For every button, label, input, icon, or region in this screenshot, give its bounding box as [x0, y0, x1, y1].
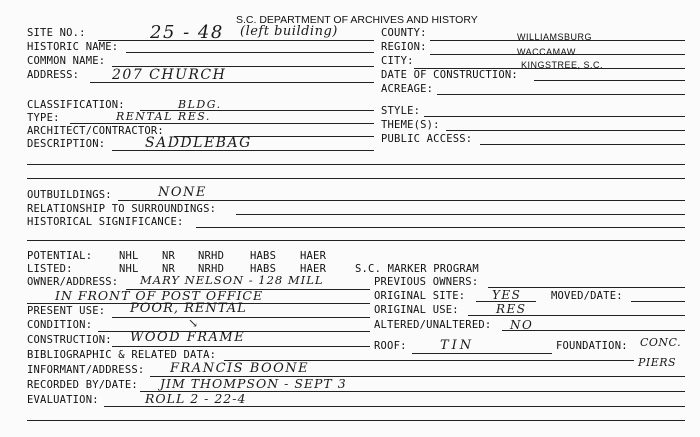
type-line — [70, 123, 374, 124]
listed-label: LISTED: — [27, 263, 73, 275]
potential-habs: HABS — [250, 250, 277, 262]
city-label: CITY: — [381, 55, 414, 67]
condition-label: CONDITION: — [27, 319, 93, 331]
original-site-value: YES — [492, 288, 522, 302]
roof-line — [412, 353, 552, 354]
site-no-label: SITE NO.: — [27, 27, 86, 39]
date-of-construction-line — [534, 80, 685, 81]
foundation-value-1: CONC. — [640, 336, 682, 349]
historical-significance-label: HISTORICAL SIGNIFICANCE: — [27, 216, 184, 228]
owner-address-label: OWNER/ADDRESS: — [27, 276, 119, 288]
evaluation-line-2 — [27, 420, 685, 421]
type-label: TYPE: — [27, 112, 60, 124]
present-use-label: PRESENT USE: — [27, 305, 106, 317]
owner-value-1: MARY NELSON - 128 MILL — [140, 273, 324, 287]
common-name-label: COMMON NAME: — [27, 55, 106, 67]
historical-significance-line-2 — [27, 240, 685, 241]
evaluation-label: EVALUATION: — [27, 394, 99, 406]
department-header: S.C. DEPARTMENT OF ARCHIVES AND HISTORY — [236, 14, 478, 26]
roof-label: ROOF: — [374, 340, 407, 352]
original-use-value: RES — [496, 302, 527, 316]
region-label: REGION: — [381, 41, 427, 53]
date-of-construction-label: DATE OF CONSTRUCTION: — [381, 69, 518, 81]
marker-program-label: S.C. MARKER PROGRAM — [355, 263, 479, 275]
foundation-label: FOUNDATION: — [556, 340, 628, 352]
listed-nr: NR — [162, 263, 176, 275]
construction-line — [112, 346, 370, 347]
style-label: STYLE: — [381, 105, 421, 117]
type-value: RENTAL RES. — [116, 110, 211, 123]
potential-nhl: NHL — [119, 250, 139, 262]
listed-habs: HABS — [250, 263, 277, 275]
present-use-value: POOR, RENTAL — [130, 301, 247, 316]
historic-name-label: HISTORIC NAME: — [27, 41, 119, 53]
region-value: WACCAMAW — [517, 47, 576, 57]
relationship-label: RELATIONSHIP TO SURROUNDINGS: — [27, 203, 217, 215]
original-use-label: ORIGINAL USE: — [374, 304, 459, 316]
potential-haer: HAER — [300, 250, 327, 262]
acreage-line — [437, 94, 685, 95]
roof-value: TIN — [440, 338, 475, 353]
acreage-label: ACREAGE: — [381, 83, 434, 95]
historical-significance-line — [196, 227, 685, 228]
recorded-by-label: RECORDED BY/DATE: — [27, 379, 138, 391]
foundation-value-2: PIERS — [638, 356, 677, 369]
address-value: 207 CHURCH — [112, 67, 227, 83]
listed-haer: HAER — [300, 263, 327, 275]
site-no-note: (left building) — [240, 24, 338, 39]
potential-label: POTENTIAL: — [27, 250, 93, 262]
description-label: DESCRIPTION: — [27, 138, 106, 150]
present-use-line — [112, 317, 370, 318]
public-access-line — [480, 144, 685, 145]
address-label: ADDRESS: — [27, 69, 80, 81]
county-label: COUNTY: — [381, 27, 427, 39]
city-value: KINGSTREE, S.C. — [521, 60, 604, 70]
altered-label: ALTERED/UNALTERED: — [374, 319, 492, 331]
classification-value: BLDG. — [178, 98, 222, 111]
county-value: WILLIAMSBURG — [517, 32, 593, 42]
listed-nrhd: NRHD — [198, 263, 225, 275]
classification-label: CLASSIFICATION: — [27, 99, 125, 111]
public-access-label: PUBLIC ACCESS: — [381, 133, 473, 145]
relationship-line — [236, 214, 685, 215]
site-no-line — [98, 40, 374, 41]
style-line — [424, 116, 685, 117]
informant-label: INFORMANT/ADDRESS: — [27, 364, 145, 376]
themes-label: THEME(S): — [381, 119, 440, 131]
site-no-value: 25 - 48 — [150, 22, 224, 43]
construction-value: WOOD FRAME — [130, 330, 246, 345]
altered-value: NO — [510, 318, 534, 332]
outbuildings-line — [118, 200, 685, 201]
moved-date-label: MOVED/DATE: — [551, 290, 623, 302]
outbuildings-value: NONE — [158, 185, 207, 200]
themes-line — [446, 130, 685, 131]
original-site-label: ORIGINAL SITE: — [374, 290, 466, 302]
historic-name-line — [126, 52, 374, 53]
outbuildings-label: OUTBUILDINGS: — [27, 189, 112, 201]
listed-nhl: NHL — [119, 263, 139, 275]
evaluation-value: ROLL 2 - 22-4 — [145, 391, 247, 406]
recorded-by-value: JIM THOMPSON - SEPT 3 — [160, 376, 347, 391]
bibliographic-label: BIBLIOGRAPHIC & RELATED DATA: — [27, 349, 217, 361]
previous-owners-label: PREVIOUS OWNERS: — [374, 276, 479, 288]
moved-date-line — [631, 301, 685, 302]
construction-label: CONSTRUCTION: — [27, 334, 112, 346]
informant-value: FRANCIS BOONE — [170, 361, 310, 376]
condition-pointer-mark: ↘ — [188, 316, 199, 330]
architect-label: ARCHITECT/CONTRACTOR: — [27, 125, 164, 137]
potential-nrhd: NRHD — [198, 250, 225, 262]
description-line-3 — [27, 178, 685, 179]
owner-value-2: IN FRONT OF POST OFFICE — [55, 288, 264, 303]
description-value: SADDLEBAG — [145, 135, 252, 151]
evaluation-line — [104, 406, 685, 407]
description-line-2 — [27, 164, 685, 165]
potential-nr: NR — [162, 250, 176, 262]
